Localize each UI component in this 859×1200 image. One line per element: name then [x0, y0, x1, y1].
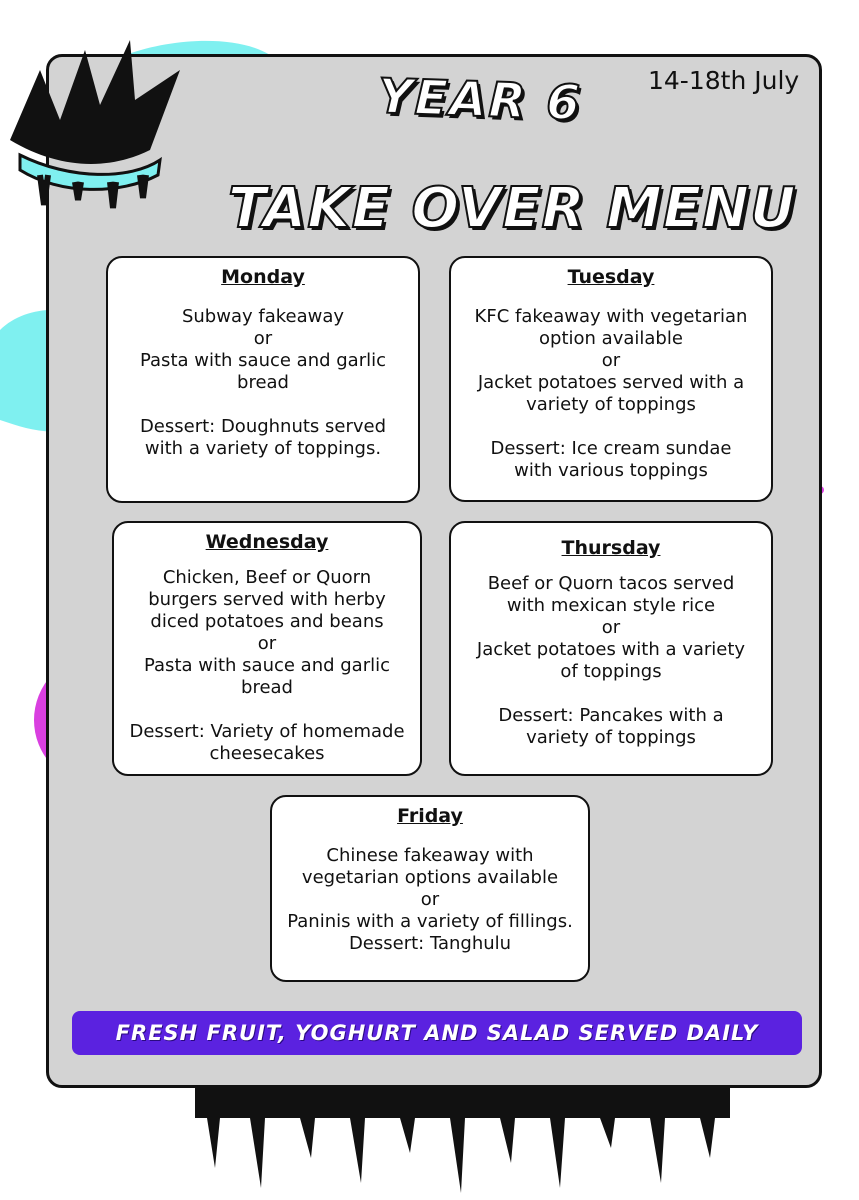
day-card-thursday — [449, 521, 773, 776]
day-label: Wednesday — [205, 531, 329, 553]
day-menu-text: KFC fakeaway with vegetarian option available or Jacket potatoes served with a variety of toppings Dessert: Ice cream sundae with various toppings — [474, 306, 748, 481]
crown-icon — [0, 30, 200, 210]
day-card-monday — [106, 256, 420, 503]
day-label: Tuesday — [567, 266, 655, 288]
day-card-friday — [270, 795, 590, 982]
day-menu-text: Beef or Quorn tacos served with mexican style rice or Jacket potatoes with a variety of toppings Dessert: Pancakes with a variety of toppings — [476, 573, 746, 748]
day-label: Friday — [397, 805, 463, 827]
title-take-over-menu: TAKE OVER MENU — [228, 176, 797, 241]
title-year: YEAR 6 — [377, 68, 583, 132]
day-label: Thursday — [561, 537, 661, 559]
day-menu-text: Subway fakeaway or Pasta with sauce and garlic bread Dessert: Doughnuts served with a variety of toppings. — [139, 306, 387, 459]
date-range: 14-18th July — [648, 66, 800, 95]
day-menu-text: Chinese fakeaway with vegetarian options available or Paninis with a variety of fillings. Dessert: Tanghulu — [287, 845, 573, 954]
day-menu-text: Chicken, Beef or Quorn burgers served with herby diced potatoes and beans or Pasta with sauce and garlic bread Dessert: Variety of homemade cheesecakes — [129, 567, 405, 764]
daily-banner: FRESH FRUIT, YOGHURT AND SALAD SERVED DAILY — [72, 1011, 802, 1055]
day-card-tuesday — [449, 256, 773, 502]
day-card-wednesday — [112, 521, 422, 776]
black-paint-drips — [195, 1088, 730, 1198]
day-label: Monday — [221, 266, 305, 288]
